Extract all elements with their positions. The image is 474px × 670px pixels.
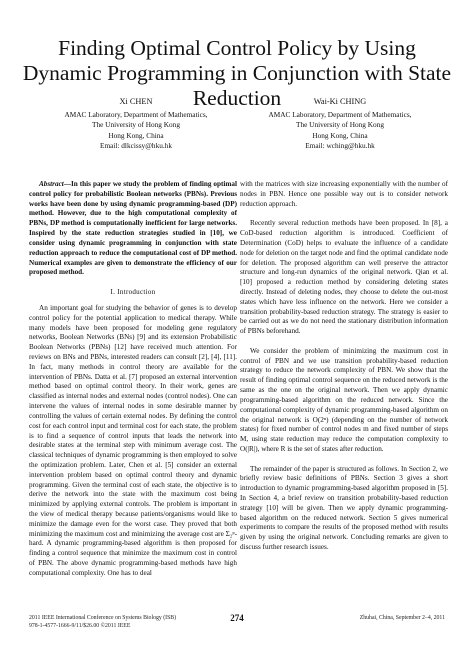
author-location: Hong Kong, China — [108, 130, 164, 140]
author-location: Hong Kong, China — [312, 130, 368, 140]
author-affiliation: AMAC Laboratory, Department of Mathematics, — [64, 109, 208, 119]
abstract-lead: Abstract — [39, 180, 64, 188]
intro-paragraph: An important goal for studying the behavior of genes is to develop control policy for the potential application to medical therapy. While many models have been proposed for modeling gene regulatory networks, Boolean Networks (BNs) [9] and its extension Probabilistic Boolean Networks (PBNs) [12] have received much attention. For reviews on BNs and PBNs, interested readers can consult [2], [4], [11]. In fact, many methods in control theory are available for the intervention of PBNs. Datta et al. [7] proposed an external intervention method based on optimal control theory. In their work, genes are classified as internal nodes and external nodes (control nodes). One can intervene the values of internal nodes in some desirable manner by controlling the values of certain external nodes. By defining the control cost for each control input and terminal cost for each state, the problem is to find a sequence of control inputs that leads the network into desirable states at the terminal step with minimum average cost. The classical techniques of dynamic programming is then employed to solve the optimization problem. Later, Chen et al. [5] consider an external intervention problem based on optimal control theory and dynamic programming. Given the terminal cost of each state, the objective is to derive the network into the state with the maximum cost being minimized by applying external controls. The problem is important in the view of medical therapy because patients/organisms would like to minimize the damage even for the worst case. They proved that both minimizing the maximum cost and minimizing the average cost are Σ₂ᵖ-hard. A dynamic programming-based algorithm is then proposed for finding a control sequence that minimize the maximum cost in control of PBN. The above dynamic programming-based methods have high computational complexity. One has to deal — [29, 303, 237, 577]
author-block-2 — [250, 97, 430, 152]
author-email: Email: wching@hku.hk — [305, 141, 375, 150]
author-university: The University of Hong Kong — [92, 120, 180, 129]
conference-location-date: Zhuhai, China, September 2–4, 2011 — [359, 615, 445, 621]
author-university: The University of Hong Kong — [296, 120, 384, 129]
author-affiliation: AMAC Laboratory, Department of Mathematics, — [268, 109, 412, 119]
section-heading: I. Introduction — [110, 288, 156, 297]
paragraph: The remainder of the paper is structured as follows. In Section 2, we briefly review basic definitions of PBNs. Section 3 gives a short introduction to dynamic programming-based algorithm proposed in [5]. In Section 4, a brief review on transition probability-based reduction strategy [10] will be given. Then we apply dynamic programming-based algorithm on the reduced network. Section 5 gives numerical experiments to compare the results of the proposed method with results given by using the original network. Concluding remarks are given to discuss further research issues. — [240, 464, 448, 552]
page-number: 274 — [230, 613, 244, 623]
paragraph: Recently several reduction methods have been proposed. In [8], a CoD-based reduction algorithm is introduced. Coefficient of Determination (CoD) helps to evaluate the influence of a candidate node for deletion on the target node and find the optimal candidate node for deletion. The proposed algorithm can well preserve the attractor structure and long-run dynamics of the original network. Qian et al. [10] proposed a reduction method by considering deleting states directly. Instead of deleting nodes, they choose to delete the out-most states which have less influence on the network. Here we consider a transition probability-based reduction strategy. The strategy is easier to be carried out as we do not need the stationary distribution information of PBNs beforehand. — [240, 219, 448, 336]
right-column — [240, 180, 448, 553]
author-name: Xi CHEN — [119, 97, 153, 106]
author-block-1 — [46, 97, 226, 152]
copyright-line: 978-1-4577-1666-9/11/$26.00 ©2011 IEEE — [29, 623, 131, 629]
paper-title: Finding Optimal Control Policy by Using Dynamic Programming in Conjunction with State Reduction — [22, 36, 452, 110]
paragraph: We consider the problem of minimizing the maximum cost in control of PBN and we use transition probability-based reduction strategy to reduce the network complexity of PBN. We show that the result of finding optimal control sequence on the reduced network is the same as the one on the original network. Then we apply dynamic programming-based algorithm on the reduced network. Since the computational complexity of dynamic programming-based algorithm on the original network is O(2ⁿ) (depending on the number of network states) for fixed number of control nodes m and fixed number of steps M, using state reduction may reduce the computation complexity to O(|R|), where R is the set of states after reduction. — [240, 346, 448, 453]
footer-right — [360, 614, 445, 622]
paragraph-continued: with the matrices with size increasing exponentially with the number of nodes in PBN. Hence one possible way out is to consider network reduction approach. — [240, 180, 448, 208]
abstract — [29, 180, 237, 278]
conference-name: 2011 IEEE International Conference on Systems Biology (ISB) — [29, 615, 177, 621]
abstract-text: —In this paper we study the problem of finding optimal control policy for probabilistic Boolean networks (PBNs). Previous works have been done by using dynamic programming-based (DP) method. However, due to the high computational complexity of PBNs, DP method is computationally inefficient for large networks. Inspired by the state reduction strategies studied in [10], we consider using dynamic programming in conjunction with state reduction approach to reduce the computational cost of DP method. Numerical examples are given to demonstrate the efficiency of our proposed method. — [29, 180, 237, 277]
left-column — [29, 180, 237, 579]
author-email: Email: dlkcissy@hku.hk — [100, 141, 172, 150]
author-name: Wai-Ki CHING — [313, 97, 367, 106]
